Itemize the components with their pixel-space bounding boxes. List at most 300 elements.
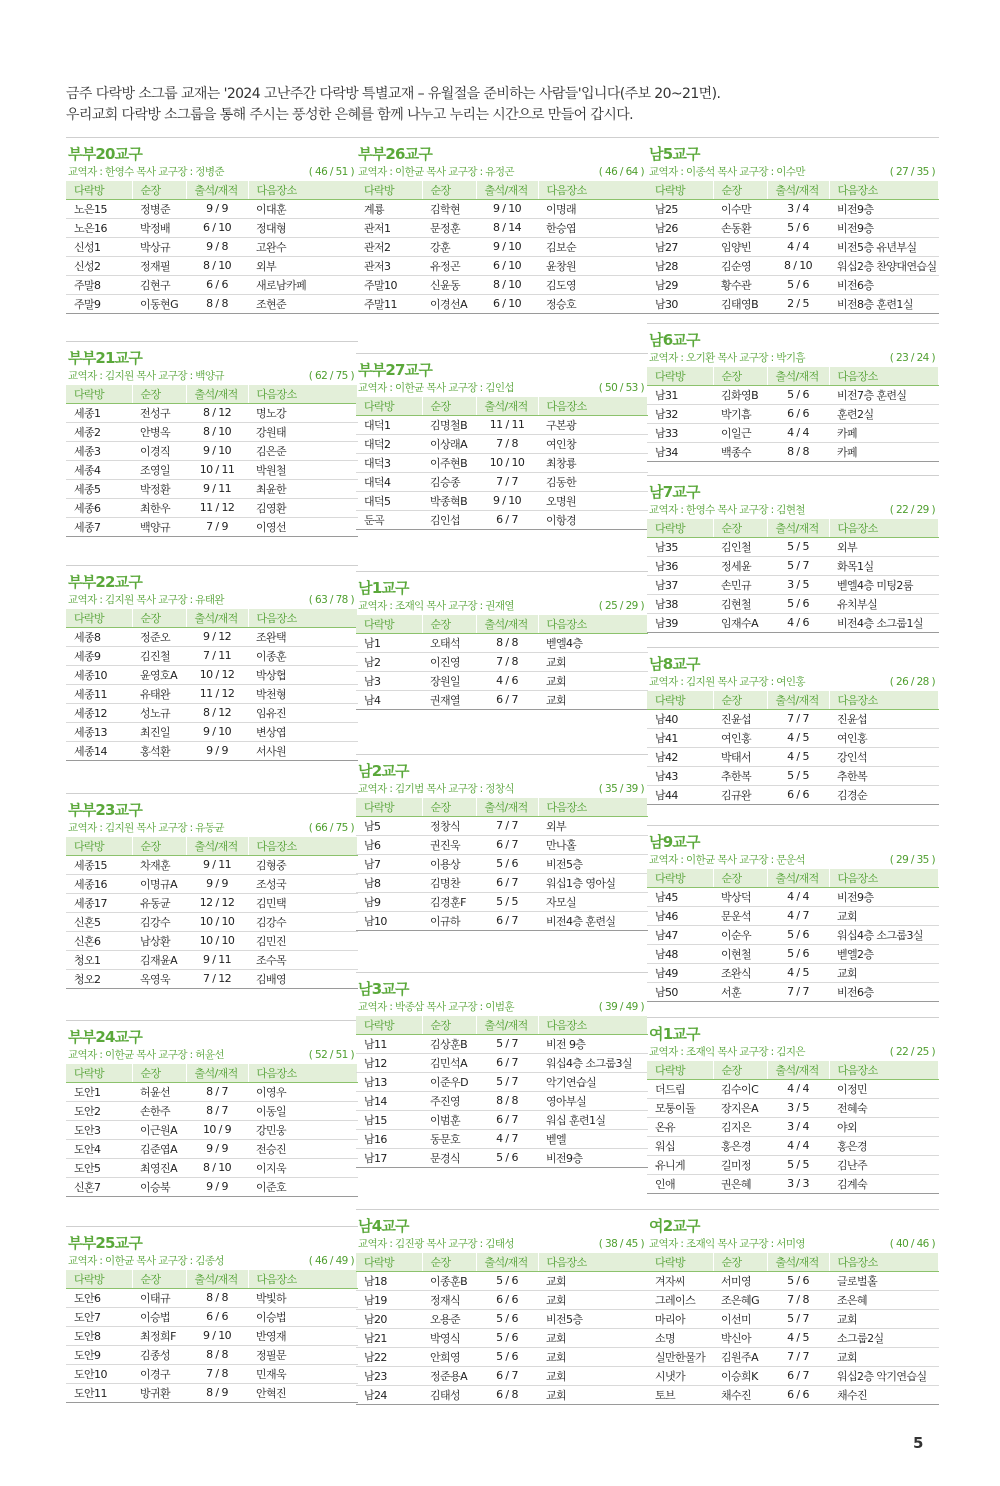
table-row bbox=[66, 422, 358, 441]
table-header-row bbox=[356, 181, 648, 199]
header-leader: 순장 bbox=[132, 609, 186, 627]
table-row bbox=[66, 275, 358, 294]
cell-darakbang: 남36 bbox=[647, 556, 713, 575]
cell-next-place: 김계숙 bbox=[829, 1174, 939, 1193]
cell-leader: 정세윤 bbox=[713, 556, 767, 575]
cell-attendance: 9 / 11 bbox=[186, 950, 248, 969]
cell-leader: 최한우 bbox=[132, 498, 186, 517]
table-row bbox=[647, 385, 939, 404]
cell-attendance: 5 / 6 bbox=[767, 385, 829, 404]
group-attendance-total: ( 66 / 75 ) bbox=[308, 822, 354, 834]
group-table bbox=[356, 798, 648, 931]
cell-attendance: 4 / 6 bbox=[476, 671, 538, 690]
cell-next-place: 악기연습실 bbox=[538, 1072, 648, 1091]
cell-darakbang: 온유 bbox=[647, 1117, 713, 1136]
cell-attendance: 3 / 4 bbox=[767, 199, 829, 218]
cell-next-place: 김은준 bbox=[248, 441, 358, 460]
cell-attendance: 4 / 5 bbox=[767, 1328, 829, 1347]
group-staff: 교역자 : 조재익 목사 교구장 : 권재열 bbox=[358, 600, 514, 612]
header-next-place: 다음장소 bbox=[538, 798, 648, 816]
cell-attendance: 6 / 10 bbox=[476, 294, 538, 313]
cell-attendance: 5 / 6 bbox=[767, 275, 829, 294]
cell-leader: 박정배 bbox=[132, 218, 186, 237]
header-darakbang: 다락방 bbox=[66, 1064, 132, 1082]
cell-attendance: 7 / 8 bbox=[476, 434, 538, 453]
table-row bbox=[66, 1082, 358, 1101]
table-row bbox=[647, 728, 939, 747]
group-divider bbox=[66, 341, 358, 342]
cell-darakbang: 도안5 bbox=[66, 1158, 132, 1177]
cell-attendance: 4 / 5 bbox=[767, 963, 829, 982]
intro-line-1: 금주 다락방 소그룹 교재는 '2024 고난주간 다락방 특별교재 – 유월절을 준비하는 사람들'입니다(주보 20~21면). bbox=[66, 86, 721, 102]
cell-darakbang: 주말10 bbox=[356, 275, 422, 294]
cell-darakbang: 남26 bbox=[647, 218, 713, 237]
cell-leader: 박영식 bbox=[422, 1328, 476, 1347]
cell-darakbang: 남50 bbox=[647, 982, 713, 1001]
cell-darakbang: 남37 bbox=[647, 575, 713, 594]
header-darakbang: 다락방 bbox=[66, 1270, 132, 1288]
group-title: 부부22교구 bbox=[68, 573, 143, 591]
table-row bbox=[356, 854, 648, 873]
cell-attendance: 6 / 7 bbox=[476, 510, 538, 529]
cell-next-place: 비전9층 bbox=[829, 199, 939, 218]
table-row bbox=[356, 1072, 648, 1091]
table-row bbox=[66, 403, 358, 422]
cell-attendance: 5 / 5 bbox=[767, 1155, 829, 1174]
table-row bbox=[647, 1328, 939, 1347]
cell-leader: 홍석환 bbox=[132, 741, 186, 760]
cell-darakbang: 세종4 bbox=[66, 460, 132, 479]
group-attendance-total: ( 26 / 28 ) bbox=[889, 676, 935, 688]
cell-attendance: 12 / 12 bbox=[186, 893, 248, 912]
cell-next-place: 김보순 bbox=[538, 237, 648, 256]
cell-attendance: 6 / 6 bbox=[476, 1290, 538, 1309]
cell-leader: 이승희K bbox=[713, 1366, 767, 1385]
header-darakbang: 다락방 bbox=[356, 181, 422, 199]
cell-attendance: 6 / 7 bbox=[476, 835, 538, 854]
cell-attendance: 10 / 10 bbox=[186, 912, 248, 931]
group-attendance-total: ( 46 / 64 ) bbox=[598, 166, 644, 178]
cell-darakbang: 대덕5 bbox=[356, 491, 422, 510]
cell-darakbang: 대덕2 bbox=[356, 434, 422, 453]
cell-leader: 김민석A bbox=[422, 1053, 476, 1072]
cell-leader: 김학현 bbox=[422, 199, 476, 218]
cell-leader: 황수관 bbox=[713, 275, 767, 294]
cell-leader: 이상래A bbox=[422, 434, 476, 453]
cell-next-place: 전승진 bbox=[248, 1139, 358, 1158]
group-meta bbox=[647, 1236, 939, 1253]
group-divider bbox=[647, 825, 939, 826]
group-staff: 교역자 : 김지원 목사 교구장 : 백양규 bbox=[68, 370, 224, 382]
cell-next-place: 이동일 bbox=[248, 1101, 358, 1120]
cell-next-place: 화목1실 bbox=[829, 556, 939, 575]
cell-leader: 최정희F bbox=[132, 1326, 186, 1345]
table-row bbox=[647, 1174, 939, 1193]
cell-darakbang: 남33 bbox=[647, 423, 713, 442]
group-attendance-total: ( 63 / 78 ) bbox=[308, 594, 354, 606]
header-leader: 순장 bbox=[132, 837, 186, 855]
cell-darakbang: 도안8 bbox=[66, 1326, 132, 1345]
cell-attendance: 6 / 8 bbox=[476, 1385, 538, 1404]
cell-attendance: 9 / 9 bbox=[186, 741, 248, 760]
cell-next-place: 비전6층 bbox=[829, 275, 939, 294]
group-meta bbox=[647, 1044, 939, 1061]
header-attendance: 출석/재적 bbox=[767, 1253, 829, 1271]
cell-next-place: 비전5층 bbox=[538, 854, 648, 873]
header-darakbang: 다락방 bbox=[66, 385, 132, 403]
group-attendance-total: ( 25 / 29 ) bbox=[598, 600, 644, 612]
cell-attendance: 7 / 8 bbox=[767, 1290, 829, 1309]
cell-darakbang: 남38 bbox=[647, 594, 713, 613]
header-darakbang: 다락방 bbox=[647, 519, 713, 537]
table-row bbox=[66, 1307, 358, 1326]
cell-darakbang: 남6 bbox=[356, 835, 422, 854]
cell-leader: 김태성 bbox=[422, 1385, 476, 1404]
group-title: 남9교구 bbox=[649, 833, 700, 851]
cell-attendance: 5 / 7 bbox=[767, 1309, 829, 1328]
header-next-place: 다음장소 bbox=[538, 1016, 648, 1034]
header-attendance: 출석/재적 bbox=[476, 181, 538, 199]
cell-leader: 박기흠 bbox=[713, 404, 767, 423]
cell-attendance: 8 / 7 bbox=[186, 1101, 248, 1120]
header-next-place: 다음장소 bbox=[829, 1253, 939, 1271]
cell-leader: 김인철 bbox=[713, 537, 767, 556]
group-staff: 교역자 : 이한균 목사 교구장 : 김인섭 bbox=[358, 382, 514, 394]
cell-next-place: 비전5층 bbox=[538, 1309, 648, 1328]
table-row bbox=[356, 1385, 648, 1404]
cell-next-place: 안혁진 bbox=[248, 1383, 358, 1402]
group-divider bbox=[647, 323, 939, 324]
header-leader: 순장 bbox=[713, 869, 767, 887]
cell-leader: 이일근 bbox=[713, 423, 767, 442]
table-row bbox=[356, 671, 648, 690]
table-row bbox=[66, 1158, 358, 1177]
table-row bbox=[356, 1309, 648, 1328]
group-title: 여1교구 bbox=[649, 1025, 700, 1043]
table-header-row bbox=[66, 385, 358, 403]
cell-next-place: 벧엘2층 bbox=[829, 944, 939, 963]
cell-next-place: 워십4층 소그룹3실 bbox=[538, 1053, 648, 1072]
group-table bbox=[66, 1064, 358, 1197]
group-table bbox=[647, 519, 939, 633]
cell-leader: 전성구 bbox=[132, 403, 186, 422]
cell-attendance: 4 / 4 bbox=[767, 237, 829, 256]
cell-darakbang: 관저1 bbox=[356, 218, 422, 237]
table-row bbox=[647, 256, 939, 275]
group-staff: 교역자 : 이종석 목사 교구장 : 이수만 bbox=[649, 166, 805, 178]
group-divider bbox=[647, 475, 939, 476]
cell-next-place: 비전 9층 bbox=[538, 1034, 648, 1053]
cell-darakbang: 남13 bbox=[356, 1072, 422, 1091]
cell-darakbang: 남16 bbox=[356, 1129, 422, 1148]
group-bubu23 bbox=[66, 793, 358, 989]
cell-darakbang: 남9 bbox=[356, 892, 422, 911]
table-row bbox=[66, 874, 358, 893]
cell-darakbang: 도안6 bbox=[66, 1288, 132, 1307]
cell-leader: 박정환 bbox=[132, 479, 186, 498]
group-table bbox=[66, 837, 358, 989]
cell-leader: 김경훈F bbox=[422, 892, 476, 911]
cell-darakbang: 남35 bbox=[647, 537, 713, 556]
table-row bbox=[647, 1309, 939, 1328]
group-title: 남8교구 bbox=[649, 655, 700, 673]
table-row bbox=[647, 1271, 939, 1290]
cell-attendance: 6 / 10 bbox=[476, 256, 538, 275]
cell-leader: 이경직 bbox=[132, 441, 186, 460]
cell-next-place: 조성국 bbox=[248, 874, 358, 893]
group-nam5 bbox=[647, 137, 939, 314]
cell-darakbang: 노은16 bbox=[66, 218, 132, 237]
group-divider bbox=[66, 565, 358, 566]
cell-attendance: 9 / 12 bbox=[186, 627, 248, 646]
header-next-place: 다음장소 bbox=[829, 367, 939, 385]
group-divider bbox=[356, 353, 648, 354]
group-attendance-total: ( 22 / 29 ) bbox=[889, 504, 935, 516]
cell-darakbang: 도안7 bbox=[66, 1307, 132, 1326]
table-row bbox=[356, 1366, 648, 1385]
cell-leader: 동문호 bbox=[422, 1129, 476, 1148]
table-row bbox=[356, 1110, 648, 1129]
group-meta bbox=[356, 781, 648, 798]
header-darakbang: 다락방 bbox=[66, 609, 132, 627]
group-meta bbox=[647, 350, 939, 367]
cell-next-place: 김경순 bbox=[829, 785, 939, 804]
table-row bbox=[66, 1101, 358, 1120]
group-staff: 교역자 : 박종삼 목사 교구장 : 이범훈 bbox=[358, 1001, 514, 1013]
cell-next-place: 새로남카페 bbox=[248, 275, 358, 294]
table-row bbox=[66, 498, 358, 517]
cell-leader: 김태영B bbox=[713, 294, 767, 313]
group-staff: 교역자 : 이한균 목사 교구장 : 김종성 bbox=[68, 1255, 224, 1267]
cell-leader: 권진욱 bbox=[422, 835, 476, 854]
group-attendance-total: ( 46 / 51 ) bbox=[308, 166, 354, 178]
cell-leader: 문경식 bbox=[422, 1148, 476, 1167]
cell-darakbang: 도안1 bbox=[66, 1082, 132, 1101]
cell-darakbang: 남12 bbox=[356, 1053, 422, 1072]
cell-leader: 오용준 bbox=[422, 1309, 476, 1328]
table-row bbox=[647, 906, 939, 925]
cell-leader: 진윤섭 bbox=[713, 709, 767, 728]
table-row bbox=[356, 472, 648, 491]
group-nam4 bbox=[356, 1209, 648, 1405]
cell-attendance: 10 / 12 bbox=[186, 665, 248, 684]
group-title: 남3교구 bbox=[358, 980, 409, 998]
table-row bbox=[66, 218, 358, 237]
cell-next-place: 구본광 bbox=[538, 415, 648, 434]
table-row bbox=[647, 1117, 939, 1136]
cell-darakbang: 유니게 bbox=[647, 1155, 713, 1174]
cell-attendance: 9 / 9 bbox=[186, 199, 248, 218]
cell-next-place: 외부 bbox=[829, 537, 939, 556]
header-darakbang: 다락방 bbox=[356, 1016, 422, 1034]
cell-leader: 김재윤A bbox=[132, 950, 186, 969]
table-row bbox=[356, 218, 648, 237]
cell-leader: 정준오 bbox=[132, 627, 186, 646]
cell-attendance: 7 / 11 bbox=[186, 646, 248, 665]
table-row bbox=[66, 627, 358, 646]
cell-leader: 임재수A bbox=[713, 613, 767, 632]
group-staff: 교역자 : 김지원 목사 교구장 : 유동균 bbox=[68, 822, 224, 834]
cell-darakbang: 신혼7 bbox=[66, 1177, 132, 1196]
cell-leader: 이범훈 bbox=[422, 1110, 476, 1129]
group-nam1 bbox=[356, 571, 648, 710]
cell-attendance: 5 / 6 bbox=[476, 1148, 538, 1167]
group-meta bbox=[66, 820, 358, 837]
table-row bbox=[647, 1098, 939, 1117]
cell-next-place: 김난주 bbox=[829, 1155, 939, 1174]
header-next-place: 다음장소 bbox=[248, 385, 358, 403]
group-bubu27 bbox=[356, 353, 648, 530]
group-table bbox=[66, 1270, 358, 1403]
cell-darakbang: 남31 bbox=[647, 385, 713, 404]
table-row bbox=[66, 199, 358, 218]
cell-leader: 추한복 bbox=[713, 766, 767, 785]
cell-attendance: 5 / 7 bbox=[476, 1034, 538, 1053]
cell-darakbang: 워십 bbox=[647, 1136, 713, 1155]
group-table bbox=[647, 869, 939, 1002]
table-row bbox=[647, 594, 939, 613]
cell-attendance: 4 / 5 bbox=[767, 747, 829, 766]
table-row bbox=[66, 722, 358, 741]
table-header-row bbox=[66, 181, 358, 199]
cell-darakbang: 남4 bbox=[356, 690, 422, 709]
cell-leader: 정재필 bbox=[132, 256, 186, 275]
cell-attendance: 7 / 9 bbox=[186, 517, 248, 536]
cell-next-place: 강인석 bbox=[829, 747, 939, 766]
group-table bbox=[356, 1253, 648, 1405]
cell-next-place: 강민웅 bbox=[248, 1120, 358, 1139]
table-row bbox=[356, 275, 648, 294]
cell-leader: 박상규 bbox=[132, 237, 186, 256]
cell-attendance: 5 / 6 bbox=[767, 1271, 829, 1290]
group-bubu20 bbox=[66, 137, 358, 314]
group-meta bbox=[356, 598, 648, 615]
cell-darakbang: 관저3 bbox=[356, 256, 422, 275]
cell-leader: 백양규 bbox=[132, 517, 186, 536]
cell-attendance: 5 / 5 bbox=[767, 537, 829, 556]
cell-leader: 유동균 bbox=[132, 893, 186, 912]
cell-leader: 여인홍 bbox=[713, 728, 767, 747]
header-attendance: 출석/재적 bbox=[767, 181, 829, 199]
header-attendance: 출석/재적 bbox=[186, 1064, 248, 1082]
cell-leader: 조영일 bbox=[132, 460, 186, 479]
cell-leader: 김종성 bbox=[132, 1345, 186, 1364]
cell-leader: 권은혜 bbox=[713, 1174, 767, 1193]
cell-darakbang: 세종2 bbox=[66, 422, 132, 441]
cell-attendance: 8 / 8 bbox=[476, 1091, 538, 1110]
table-row bbox=[356, 1129, 648, 1148]
group-title: 남1교구 bbox=[358, 579, 409, 597]
header-darakbang: 다락방 bbox=[647, 869, 713, 887]
table-header-row bbox=[356, 1016, 648, 1034]
cell-leader: 이순우 bbox=[713, 925, 767, 944]
header-next-place: 다음장소 bbox=[829, 1061, 939, 1079]
cell-attendance: 6 / 7 bbox=[476, 690, 538, 709]
group-meta bbox=[66, 1253, 358, 1270]
group-divider bbox=[647, 1017, 939, 1018]
cell-attendance: 10 / 10 bbox=[476, 453, 538, 472]
cell-next-place: 교회 bbox=[538, 1271, 648, 1290]
table-row bbox=[647, 613, 939, 632]
header-darakbang: 다락방 bbox=[647, 691, 713, 709]
cell-darakbang: 대덕1 bbox=[356, 415, 422, 434]
cell-leader: 강훈 bbox=[422, 237, 476, 256]
cell-next-place: 김형중 bbox=[248, 855, 358, 874]
cell-leader: 김승종 bbox=[422, 472, 476, 491]
cell-next-place: 이대훈 bbox=[248, 199, 358, 218]
cell-darakbang: 주말8 bbox=[66, 275, 132, 294]
cell-leader: 신윤동 bbox=[422, 275, 476, 294]
cell-next-place: 반영재 bbox=[248, 1326, 358, 1345]
table-header-row bbox=[647, 869, 939, 887]
cell-next-place: 김동한 bbox=[538, 472, 648, 491]
table-row bbox=[66, 517, 358, 536]
cell-darakbang: 남25 bbox=[647, 199, 713, 218]
cell-attendance: 6 / 10 bbox=[186, 218, 248, 237]
cell-leader: 안병옥 bbox=[132, 422, 186, 441]
cell-darakbang: 남10 bbox=[356, 911, 422, 930]
table-row bbox=[356, 256, 648, 275]
cell-attendance: 3 / 5 bbox=[767, 1098, 829, 1117]
table-row bbox=[66, 1383, 358, 1402]
table-row bbox=[66, 950, 358, 969]
cell-attendance: 9 / 9 bbox=[186, 874, 248, 893]
cell-attendance: 9 / 11 bbox=[186, 479, 248, 498]
cell-attendance: 9 / 10 bbox=[186, 722, 248, 741]
cell-leader: 김규완 bbox=[713, 785, 767, 804]
cell-darakbang: 세종9 bbox=[66, 646, 132, 665]
cell-leader: 장원일 bbox=[422, 671, 476, 690]
group-title: 부부23교구 bbox=[68, 801, 143, 819]
cell-attendance: 9 / 8 bbox=[186, 237, 248, 256]
cell-leader: 허윤선 bbox=[132, 1082, 186, 1101]
table-row bbox=[356, 1034, 648, 1053]
group-meta bbox=[356, 999, 648, 1016]
cell-attendance: 3 / 4 bbox=[767, 1117, 829, 1136]
cell-next-place: 교회 bbox=[538, 1347, 648, 1366]
table-header-row bbox=[356, 1253, 648, 1271]
cell-attendance: 6 / 6 bbox=[767, 1385, 829, 1404]
cell-attendance: 5 / 6 bbox=[767, 944, 829, 963]
cell-darakbang: 세종8 bbox=[66, 627, 132, 646]
cell-darakbang: 남18 bbox=[356, 1271, 422, 1290]
group-attendance-total: ( 62 / 75 ) bbox=[308, 370, 354, 382]
cell-leader: 문정훈 bbox=[422, 218, 476, 237]
cell-leader: 손동환 bbox=[713, 218, 767, 237]
cell-leader: 박종혁B bbox=[422, 491, 476, 510]
cell-next-place: 고완수 bbox=[248, 237, 358, 256]
group-title: 남2교구 bbox=[358, 762, 409, 780]
cell-darakbang: 남49 bbox=[647, 963, 713, 982]
cell-next-place: 채수진 bbox=[829, 1385, 939, 1404]
cell-leader: 김원주A bbox=[713, 1347, 767, 1366]
cell-leader: 이준우D bbox=[422, 1072, 476, 1091]
cell-next-place: 교회 bbox=[538, 1328, 648, 1347]
cell-attendance: 8 / 10 bbox=[186, 422, 248, 441]
cell-leader: 정재식 bbox=[422, 1290, 476, 1309]
table-row bbox=[356, 652, 648, 671]
group-title: 남7교구 bbox=[649, 483, 700, 501]
cell-next-place: 워십2층 악기연습실 bbox=[829, 1366, 939, 1385]
group-title: 부부26교구 bbox=[358, 145, 433, 163]
cell-attendance: 2 / 5 bbox=[767, 294, 829, 313]
cell-darakbang: 도안3 bbox=[66, 1120, 132, 1139]
cell-attendance: 5 / 6 bbox=[767, 925, 829, 944]
cell-darakbang: 남39 bbox=[647, 613, 713, 632]
group-meta bbox=[66, 368, 358, 385]
table-row bbox=[647, 404, 939, 423]
group-attendance-total: ( 38 / 45 ) bbox=[598, 1238, 644, 1250]
